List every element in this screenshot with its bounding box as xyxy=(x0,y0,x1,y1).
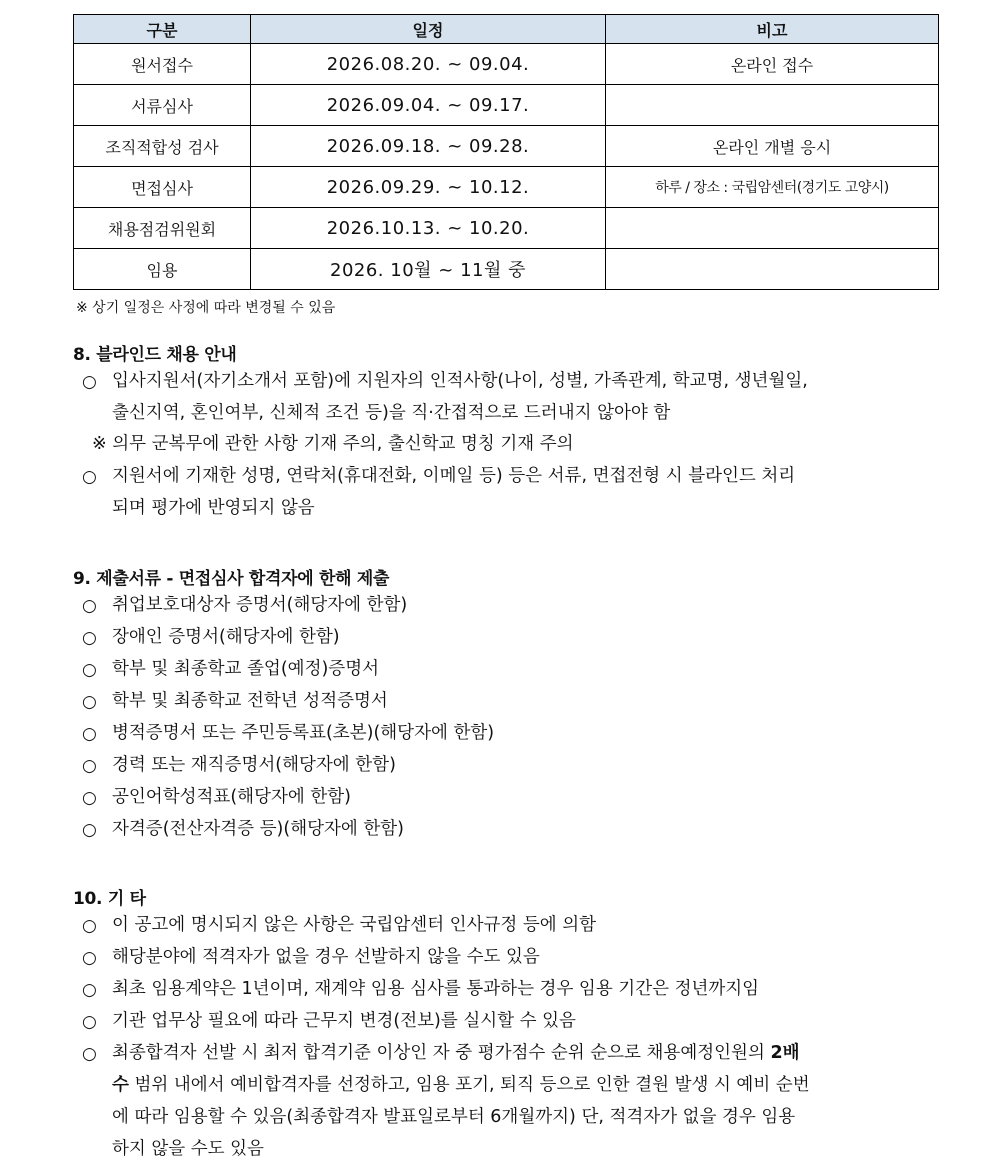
date-cell: 2026.10.13. ~ 10.20. xyxy=(251,208,606,249)
stage-cell: 면접심사 xyxy=(74,167,251,208)
header-category: 구분 xyxy=(74,15,251,44)
bullet-icon: ○ xyxy=(82,467,97,487)
bullet-icon: ○ xyxy=(82,980,97,1000)
list-item: 해당분야에 적격자가 없을 경우 선발하지 않을 수도 있음 xyxy=(112,947,540,967)
note-cell xyxy=(606,85,939,126)
table-header-row xyxy=(74,15,939,44)
list-item: 자격증(전산자격증 등)(해당자에 한함) xyxy=(112,819,405,839)
list-item-last-line-3: 에 따라 임용할 수 있음(최종합격자 발표일로부터 6개월까지) 단, 적격자가 없을 경우 임용 xyxy=(112,1107,796,1127)
bullet-icon: ○ xyxy=(82,756,97,776)
note-cell: 하루 / 장소 : 국립암센터(경기도 고양시) xyxy=(606,167,939,208)
table-row xyxy=(74,167,939,208)
note-cell: 온라인 접수 xyxy=(606,44,939,85)
list-item-last-line-1 xyxy=(112,1045,800,1063)
schedule-footnote: ※ 상기 일정은 사정에 따라 변경될 수 있음 xyxy=(76,300,336,316)
list-item: 학부 및 최종학교 전학년 성적증명서 xyxy=(112,691,388,711)
bullet-icon: ○ xyxy=(82,788,97,808)
date-cell: 2026. 10월 ~ 11월 중 xyxy=(251,249,606,290)
bullet-icon: ○ xyxy=(82,692,97,712)
emphasis-text: 수 xyxy=(112,1075,129,1095)
bullet-icon: ○ xyxy=(82,948,97,968)
date-cell: 2026.09.04. ~ 09.17. xyxy=(251,85,606,126)
list-item: 장애인 증명서(해당자에 한함) xyxy=(112,627,340,647)
bullet-icon: ○ xyxy=(82,724,97,744)
header-remarks: 비고 xyxy=(606,15,939,44)
bullet-icon: ○ xyxy=(82,628,97,648)
section-10-title: 10. 기 타 xyxy=(73,889,146,909)
bullet-icon: ○ xyxy=(82,1012,97,1032)
last-item-text: 최종합격자 선발 시 최저 합격기준 이상인 자 중 평가점수 순위 순으로 채용예정인원의 xyxy=(112,1043,765,1063)
stage-cell: 원서접수 xyxy=(74,44,251,85)
table-row xyxy=(74,208,939,249)
section-9-title: 9. 제출서류 - 면접심사 합격자에 한해 제출 xyxy=(73,569,390,589)
emphasis-text: 2배 xyxy=(770,1043,800,1063)
list-item: 공인어학성적표(해당자에 한함) xyxy=(112,787,351,807)
stage-cell: 임용 xyxy=(74,249,251,290)
list-item-last-line-4: 하지 않을 수도 있음 xyxy=(112,1139,264,1159)
list-item-last-line-2 xyxy=(112,1077,810,1095)
bullet-icon: ○ xyxy=(82,660,97,680)
table-row xyxy=(74,249,939,290)
bullet-icon: ○ xyxy=(82,372,97,392)
note-cell xyxy=(606,208,939,249)
list-item: 이 공고에 명시되지 않은 사항은 국립암센터 인사규정 등에 의함 xyxy=(112,915,597,935)
note-cell: 온라인 개별 응시 xyxy=(606,126,939,167)
schedule-table xyxy=(73,14,939,290)
stage-cell: 서류심사 xyxy=(74,85,251,126)
list-item: 취업보호대상자 증명서(해당자에 한함) xyxy=(112,595,408,615)
bullet-icon: ○ xyxy=(82,916,97,936)
section-8-note: ※ 의무 군복무에 관한 사항 기재 주의, 출신학교 명칭 기재 주의 xyxy=(92,434,574,454)
list-item: 경력 또는 재직증명서(해당자에 한함) xyxy=(112,755,396,775)
note-cell xyxy=(606,249,939,290)
date-cell: 2026.09.18. ~ 09.28. xyxy=(251,126,606,167)
bullet-icon: ○ xyxy=(82,1044,97,1064)
section-8-title: 8. 블라인드 채용 안내 xyxy=(73,345,237,365)
table-row xyxy=(74,85,939,126)
section-8-item-2-line-2: 되며 평가에 반영되지 않음 xyxy=(112,498,315,518)
section-8-item-2-line-1: 지원서에 기재한 성명, 연락처(휴대전화, 이메일 등) 등은 서류, 면접전형 시 블라인드 처리 xyxy=(112,466,796,486)
header-schedule: 일정 xyxy=(251,15,606,44)
list-item: 기관 업무상 필요에 따라 근무지 변경(전보)를 실시할 수 있음 xyxy=(112,1011,576,1031)
list-item: 병적증명서 또는 주민등록표(초본)(해당자에 한함) xyxy=(112,723,495,743)
stage-cell: 채용점검위원회 xyxy=(74,208,251,249)
list-item: 학부 및 최종학교 졸업(예정)증명서 xyxy=(112,659,380,679)
table-row xyxy=(74,44,939,85)
bullet-icon: ○ xyxy=(82,820,97,840)
section-8-item-1-line-2: 출신지역, 혼인여부, 신체적 조건 등)을 직·간접적으로 드러내지 않아야 함 xyxy=(112,403,671,423)
last-item-text: 범위 내에서 예비합격자를 선정하고, 임용 포기, 퇴직 등으로 인한 결원 발생 시 예비 순번 xyxy=(134,1075,810,1095)
list-item: 최초 임용계약은 1년이며, 재계약 임용 심사를 통과하는 경우 임용 기간은 정년까지임 xyxy=(112,979,760,999)
bullet-icon: ○ xyxy=(82,596,97,616)
date-cell: 2026.09.29. ~ 10.12. xyxy=(251,167,606,208)
table-row xyxy=(74,126,939,167)
date-cell: 2026.08.20. ~ 09.04. xyxy=(251,44,606,85)
section-8-item-1-line-1: 입사지원서(자기소개서 포함)에 지원자의 인적사항(나이, 성별, 가족관계, 학교명, 생년월일, xyxy=(112,371,808,391)
stage-cell: 조직적합성 검사 xyxy=(74,126,251,167)
